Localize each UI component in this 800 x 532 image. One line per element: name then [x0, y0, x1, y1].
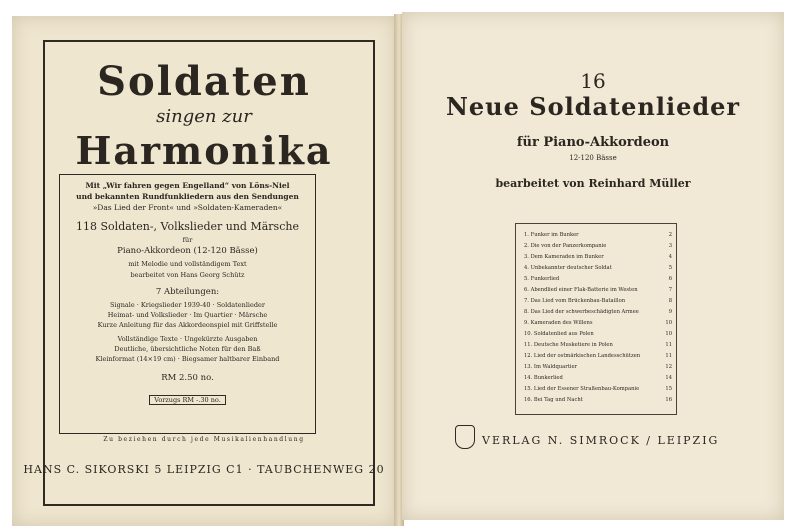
box-editor: bearbeitet von Hans Georg Schütz	[130, 271, 245, 279]
toc-title: 4. Unbekannter deutscher Soldat	[524, 265, 612, 271]
toc-row	[524, 331, 672, 337]
toc-page: 7	[668, 287, 672, 293]
title-harmonika: Harmonika	[75, 128, 333, 173]
box-line-1: Mit „Wir fahren gegen Engelland“ von Löns-Niel	[85, 181, 290, 190]
toc-title: 2. Die von der Panzerkompanie	[524, 243, 607, 249]
toc-page: 9	[668, 309, 672, 315]
box-line-3: »Das Lied der Front« und »Soldaten-Kameraden«	[92, 203, 283, 212]
toc-title: 13. Im Waldquartier	[524, 364, 577, 370]
toc-row	[524, 287, 672, 293]
toc-row	[524, 320, 672, 326]
right-page	[402, 12, 784, 520]
toc-title: 7. Das Lied vom Brückenbau-Bataillon	[524, 298, 626, 304]
box-sections-2: Heimat- und Volkslieder · Im Quartier · Märsche	[107, 311, 268, 319]
toc-title: 1. Funker im Bunker	[524, 232, 579, 238]
basses-line: 12-120 Bässe	[569, 154, 617, 162]
toc-row	[524, 364, 672, 370]
toc-title: 3. Dem Kameraden im Bunker	[524, 254, 604, 260]
box-details-1: Vollständige Texte · Ungekürzte Ausgaben	[117, 335, 258, 343]
title-soldaten: Soldaten	[97, 58, 311, 105]
box-price-alt-wrap	[60, 387, 315, 406]
toc-page: 10	[665, 320, 672, 326]
toc-title: 5. Funkerlied	[524, 276, 560, 282]
toc-page: 15	[665, 386, 672, 392]
toc-page: 2	[668, 232, 672, 238]
toc-page: 8	[668, 298, 672, 304]
toc-page: 10	[665, 331, 672, 337]
toc-row	[524, 243, 672, 249]
toc-page: 16	[665, 397, 672, 403]
right-publisher: VERLAG N. SIMROCK / LEIPZIG	[482, 434, 720, 447]
toc-page: 11	[665, 342, 672, 348]
toc-title: 15. Lied der Essener Straßenbau-Kompanie	[524, 386, 640, 392]
toc-row	[524, 232, 672, 238]
toc-row	[524, 254, 672, 260]
toc-page: 14	[665, 375, 672, 381]
box-sections-3: Kurze Anleitung für das Akkordeonspiel mit Griffstelle	[97, 321, 278, 329]
toc-row	[524, 265, 672, 271]
toc-title: 12. Lied der ostmärkischen Landesschützen	[524, 353, 641, 359]
box-sections-1: Signale · Kriegslieder 1939-40 · Soldatenlieder	[110, 301, 265, 309]
toc-page: 3	[668, 243, 672, 249]
left-publisher: HANS C. SIKORSKI 5 LEIPZIG C1 · TAUBCHENWEG 20	[23, 463, 385, 476]
collection-number: 16	[580, 69, 606, 93]
toc-row	[524, 386, 672, 392]
instrument-line: für Piano-Akkordeon	[516, 135, 670, 150]
box-details-3: Kleinformat (14×19 cm) · Biegsamer haltbarer Einband	[95, 355, 280, 363]
toc-page: 5	[668, 265, 672, 271]
toc-page: 12	[665, 364, 672, 370]
toc-title: 16. Bei Tag und Nacht	[524, 397, 583, 403]
toc-row	[524, 375, 672, 381]
box-line-2: und bekannten Rundfunkliedern aus den Sendungen	[76, 192, 299, 201]
arranger-line: bearbeitet von Reinhard Müller	[495, 177, 691, 190]
toc-row	[524, 276, 672, 282]
retail-note: Zu beziehen durch jede Musikalienhandlung	[103, 436, 305, 443]
toc-title: 6. Abendlied einer Flak-Batterie im Westen	[524, 287, 638, 293]
box-main-heading: 118 Soldaten-, Volkslieder und Märsche	[76, 220, 299, 233]
description-box	[59, 174, 316, 434]
box-fuer: für	[182, 236, 193, 244]
toc-row	[524, 298, 672, 304]
box-text-note: mit Melodie und vollständigem Text	[128, 260, 247, 268]
toc-page: 11	[665, 353, 672, 359]
toc-title: 8. Das Lied der schwerbeschädigten Armee	[524, 309, 639, 315]
toc-row	[524, 309, 672, 315]
collection-title: Neue Soldatenlieder	[445, 92, 741, 121]
toc-title: 10. Soldatenlied aus Polen	[524, 331, 594, 337]
toc-title: 14. Bunkerlied	[524, 375, 563, 381]
toc-title: 9. Kameraden des Willens	[524, 320, 593, 326]
box-details-2: Deutliche, übersichtliche Noten für den Baß	[114, 345, 261, 353]
box-price: RM 2.50 no.	[161, 373, 214, 383]
title-singen-zur: singen zur	[156, 106, 252, 127]
left-page	[12, 16, 396, 526]
box-price-alt: Vorzugs RM -.30 no.	[149, 395, 226, 405]
toc-title: 11. Deutsche Musketiere in Polen	[524, 342, 613, 348]
toc-page: 4	[668, 254, 672, 260]
toc-row	[524, 342, 672, 348]
simrock-logo-icon	[455, 425, 475, 449]
box-instrument: Piano-Akkordeon (12-120 Bässe)	[117, 246, 258, 256]
toc-row	[524, 397, 672, 403]
toc-row	[524, 353, 672, 359]
toc-page: 6	[668, 276, 672, 282]
table-of-contents	[515, 223, 677, 415]
box-sections-heading: 7 Abteilungen:	[155, 287, 220, 297]
